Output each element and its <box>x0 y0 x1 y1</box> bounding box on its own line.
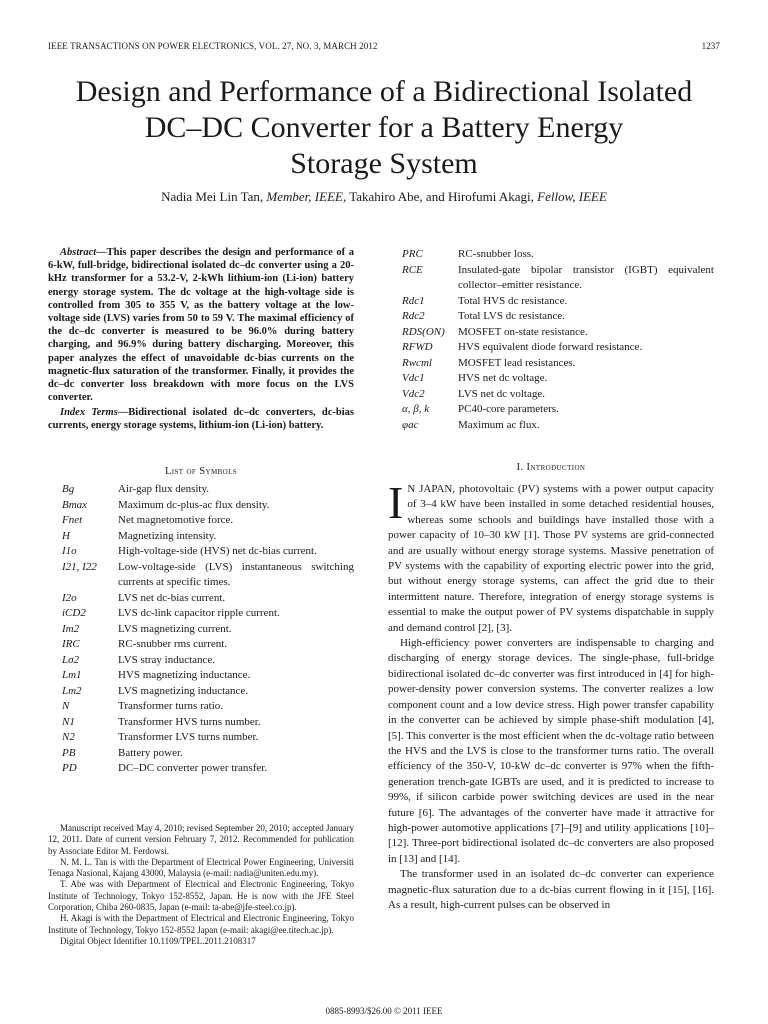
symbol-description: LVS magnetizing inductance. <box>118 684 249 697</box>
symbols-heading: List of Symbols <box>164 466 238 477</box>
symbol-row <box>62 730 354 746</box>
symbol-row <box>402 294 714 310</box>
drop-cap: I <box>388 477 404 528</box>
symbol-key: Lσ2 <box>62 653 80 666</box>
symbol-key: Lm1 <box>62 669 82 681</box>
symbol-description: PC40-core parameters. <box>458 403 559 415</box>
running-header <box>48 41 720 55</box>
index-terms-label: Index Terms <box>60 407 118 418</box>
symbol-key: PD <box>62 762 77 774</box>
paper-title <box>40 74 728 182</box>
symbol-key: N2 <box>62 731 75 743</box>
symbol-row <box>62 560 354 591</box>
symbol-description: HVS equivalent diode forward resistance. <box>458 341 643 353</box>
symbol-row <box>402 418 714 434</box>
symbol-row <box>62 591 354 607</box>
symbol-row <box>62 513 354 529</box>
symbol-description: HVS magnetizing inductance. <box>118 669 251 681</box>
symbol-description: Low-voltage-side (LVS) instantaneous switching currents at specific times. <box>118 560 354 588</box>
abstract-text: —This paper describes the design and performance of a 6-kW, full-bridge, bidirectional isolated dc–dc converter using a 20-kHz transformer for a 53.2-V, 2-kWh lithium-ion (Li-ion) battery energy storage system. The dc voltage at the high-voltage side is controlled from 305 to 355 V, as the battery voltage at the low-voltage side (LVS) varies from 50 to 59 V. The maximal efficiency of the dc–dc converter is measured to be 96.0% during battery charging, and 96.9% during battery discharging. Moreover, this paper analyzes the effect of unavoidable dc-bias currents on the magnetic-flux saturation of the transformer. Finally, it provides the dc–dc converter loss breakdown with more focus on the LVS converter. <box>48 247 354 404</box>
title-line-2: DC–DC Converter for a Battery Energy <box>144 111 624 144</box>
symbol-row <box>402 325 714 341</box>
symbol-row <box>62 699 354 715</box>
symbol-key: Rwcml <box>402 356 432 369</box>
symbol-description: LVS magnetizing current. <box>118 622 232 635</box>
symbol-description: Battery power. <box>118 746 183 759</box>
index-terms-text: —Bidirectional isolated dc–dc converters, dc-bias currents, energy storage systems, lithium-ion (Li-ion) battery. <box>48 407 354 432</box>
symbol-description: Net magnetomotive force. <box>118 514 234 526</box>
symbol-key: Bg <box>62 483 75 495</box>
symbols-list-right <box>402 247 714 433</box>
symbol-row <box>62 622 354 638</box>
symbol-row <box>402 340 714 356</box>
symbol-description: LVS net dc-bias current. <box>118 591 226 604</box>
symbol-row <box>402 309 714 325</box>
symbol-description: MOSFET on-state resistance. <box>458 325 588 338</box>
symbol-key: α, β, k <box>402 403 430 415</box>
journal-name: IEEE TRANSACTIONS ON POWER ELECTRONICS, VOL. 27, NO. 3, MARCH 2012 <box>48 41 378 51</box>
symbol-description: Total HVS dc resistance. <box>458 294 568 307</box>
symbol-row <box>402 387 714 403</box>
symbol-row <box>402 402 714 418</box>
author-1-role: Member, IEEE <box>266 189 343 204</box>
symbol-description: RC-snubber rms current. <box>118 638 228 650</box>
abstract <box>48 246 354 404</box>
symbol-row <box>62 684 354 700</box>
symbol-key: PB <box>62 746 76 759</box>
page-number: 1237 <box>701 41 720 51</box>
symbol-key: PRC <box>402 248 423 260</box>
symbol-description: Transformer turns ratio. <box>118 700 223 712</box>
symbol-key: N1 <box>62 715 75 728</box>
symbol-row <box>402 263 714 294</box>
symbol-key: Im2 <box>62 622 80 635</box>
symbol-key: I1o <box>62 545 77 557</box>
symbol-key: Vdc2 <box>402 387 425 400</box>
intro-paragraph-2: High-efficiency power converters are indispensable to charging and discharging of energy storage devices. The single-phase, full-bridge bidirectional isolated dc–dc converter was first introduced in [4] for high-power-density power conversion systems. The converter realizes a low component count and a low device stress. High power transfer capability in the converter can be achieved by simple phase-shift modulation [4], [5]. This converter is the most efficient when the dc-voltage ratio between the HVS and the LVS is close to the transformer turns ratio. The overall efficiency of the 350-V, 10-kW dc–dc converter is 97% when the fifth-generation trench-gate IGBTs are used, and it is predicted to increase to 99%, if silicon carbide power switching devices are used in the near future [6]. The advantages of the converter have made it attractive for high-power automotive applications [7]–[9] and utility applications [10]–[12]. Three-port bidirectional isolated dc–dc converters are also proposed in [13] and [14]. <box>388 637 714 865</box>
symbol-row <box>402 247 714 263</box>
symbol-row <box>62 653 354 669</box>
intro-paragraph-1 <box>388 477 714 636</box>
symbol-row <box>62 715 354 731</box>
symbol-key: RDS(ON) <box>402 325 445 338</box>
symbol-row <box>62 482 354 498</box>
symbol-description: LVS net dc voltage. <box>458 387 545 400</box>
symbol-key: IRC <box>62 638 80 650</box>
symbol-key: Lm2 <box>62 684 82 697</box>
section-heading-introduction: I. Introduction <box>516 462 586 473</box>
copyright-footer: 0885-8993/$26.00 © 2011 IEEE <box>325 1006 443 1016</box>
symbol-key: I21, I22 <box>62 560 97 573</box>
symbol-row <box>62 761 354 777</box>
symbol-description: Maximum dc-plus-ac flux density. <box>118 498 270 511</box>
symbol-description: HVS net dc voltage. <box>458 372 548 384</box>
symbol-row <box>402 371 714 387</box>
symbol-row <box>62 529 354 545</box>
author-3-role: , Fellow, IEEE <box>530 189 607 204</box>
symbol-row <box>62 544 354 560</box>
symbol-row <box>62 746 354 762</box>
symbols-list-left <box>62 482 354 777</box>
symbol-description: High-voltage-side (HVS) net dc-bias current. <box>118 545 317 557</box>
symbol-key: φac <box>402 418 419 431</box>
title-line-1: Design and Performance of a Bidirectional Isolated <box>75 75 693 108</box>
symbol-key: Bmax <box>62 498 88 511</box>
author-1: Nadia Mei Lin Tan, <box>161 189 264 204</box>
footnote: Digital Object Identifier 10.1109/TPEL.2011.2108317 <box>60 935 256 946</box>
symbol-row <box>62 668 354 684</box>
symbol-description: Maximum ac flux. <box>458 418 540 431</box>
symbol-description: RC-snubber loss. <box>458 248 534 260</box>
symbol-description: Insulated-gate bipolar transistor (IGBT) equivalent collector–emitter resistance. <box>458 263 714 291</box>
symbol-key: Rdc2 <box>402 310 425 322</box>
symbol-description: Transformer LVS turns number. <box>118 731 259 743</box>
symbol-key: Vdc1 <box>402 372 425 384</box>
symbol-key: N <box>62 700 70 712</box>
footnote: N. M. L. Tan is with the Department of Electrical Power Engineering, Universiti Tenaga Nasional, Kajang 43000, Malaysia (e-mail: nadia@uniten.edu.my). <box>48 856 354 879</box>
symbol-description: Transformer HVS turns number. <box>118 715 261 728</box>
symbol-key: iCD2 <box>62 607 86 619</box>
symbol-description: LVS stray inductance. <box>118 653 216 666</box>
symbol-description: Total LVS dc resistance. <box>458 310 565 322</box>
symbol-description: Air-gap flux density. <box>118 483 210 495</box>
introduction-body <box>388 477 714 913</box>
footnotes <box>48 823 354 947</box>
author-2-3: , Takahiro Abe, and Hirofumi Akagi <box>342 189 531 204</box>
symbol-description: LVS dc-link capacitor ripple current. <box>118 607 280 619</box>
symbol-key: RCE <box>402 263 423 276</box>
symbol-key: H <box>62 529 70 542</box>
title-line-3: Storage System <box>290 147 478 180</box>
intro-paragraph-3: The transformer used in an isolated dc–dc converter can experience magnetic-flux saturation due to a dc-bias current flowing in it [15], [16]. As a result, high-current pulses can be observed in <box>388 868 714 911</box>
symbol-key: Fnet <box>62 514 83 526</box>
symbol-row <box>62 498 354 514</box>
symbol-description: Magnetizing intensity. <box>118 529 217 542</box>
symbol-row <box>62 637 354 653</box>
symbol-description: MOSFET lead resistances. <box>458 356 576 369</box>
intro-paragraph-1-text: N JAPAN, photovoltaic (PV) systems with a power output capacity of 3–4 kW have been installed in some detached residential houses, whereas some schools and buildings have installed those with a power capacity of 10–30 kW [1]. Those PV systems are grid-connected and are usually without energy storage systems. Massive penetration of PV systems with the capability of exporting electric power into the grid, but without energy storage systems, can affect the grid due to their intermittent nature. Therefore, integration of energy storage systems is essential to make the output power of PV systems dispatchable in supply and demand control [2], [3]. <box>388 483 714 634</box>
symbol-row <box>402 356 714 372</box>
symbol-key: Rdc1 <box>402 294 425 307</box>
footnote: H. Akagi is with the Department of Electrical and Electronic Engineering, Tokyo Institute of Technology, Tokyo 152-8552 Japan (e-mail: akagi@ee.titech.ac.jp). <box>48 913 354 935</box>
symbol-row <box>62 606 354 622</box>
abstract-label: Abstract <box>60 247 97 258</box>
symbol-description: DC–DC converter power transfer. <box>118 762 268 774</box>
footnote: Manuscript received May 4, 2010; revised September 20, 2010; accepted January 12, 2011. Date of current version February 7, 2012. Recommended for publication by Associate Editor M. Ferdowsi. <box>48 823 354 856</box>
footnote: T. Abe was with Department of Electrical and Electronic Engineering, Tokyo Institute of Technology, Tokyo 152-8552, Japan. He is now with the JFE Steel Corporation, Chiba 260-0835, Japan (e-mail: ta-abe@jfe-steel.co.jp). <box>48 879 354 913</box>
symbol-key: RFWD <box>402 341 433 353</box>
author-line <box>40 189 728 205</box>
index-terms <box>48 406 354 432</box>
symbol-key: I2o <box>62 591 77 604</box>
